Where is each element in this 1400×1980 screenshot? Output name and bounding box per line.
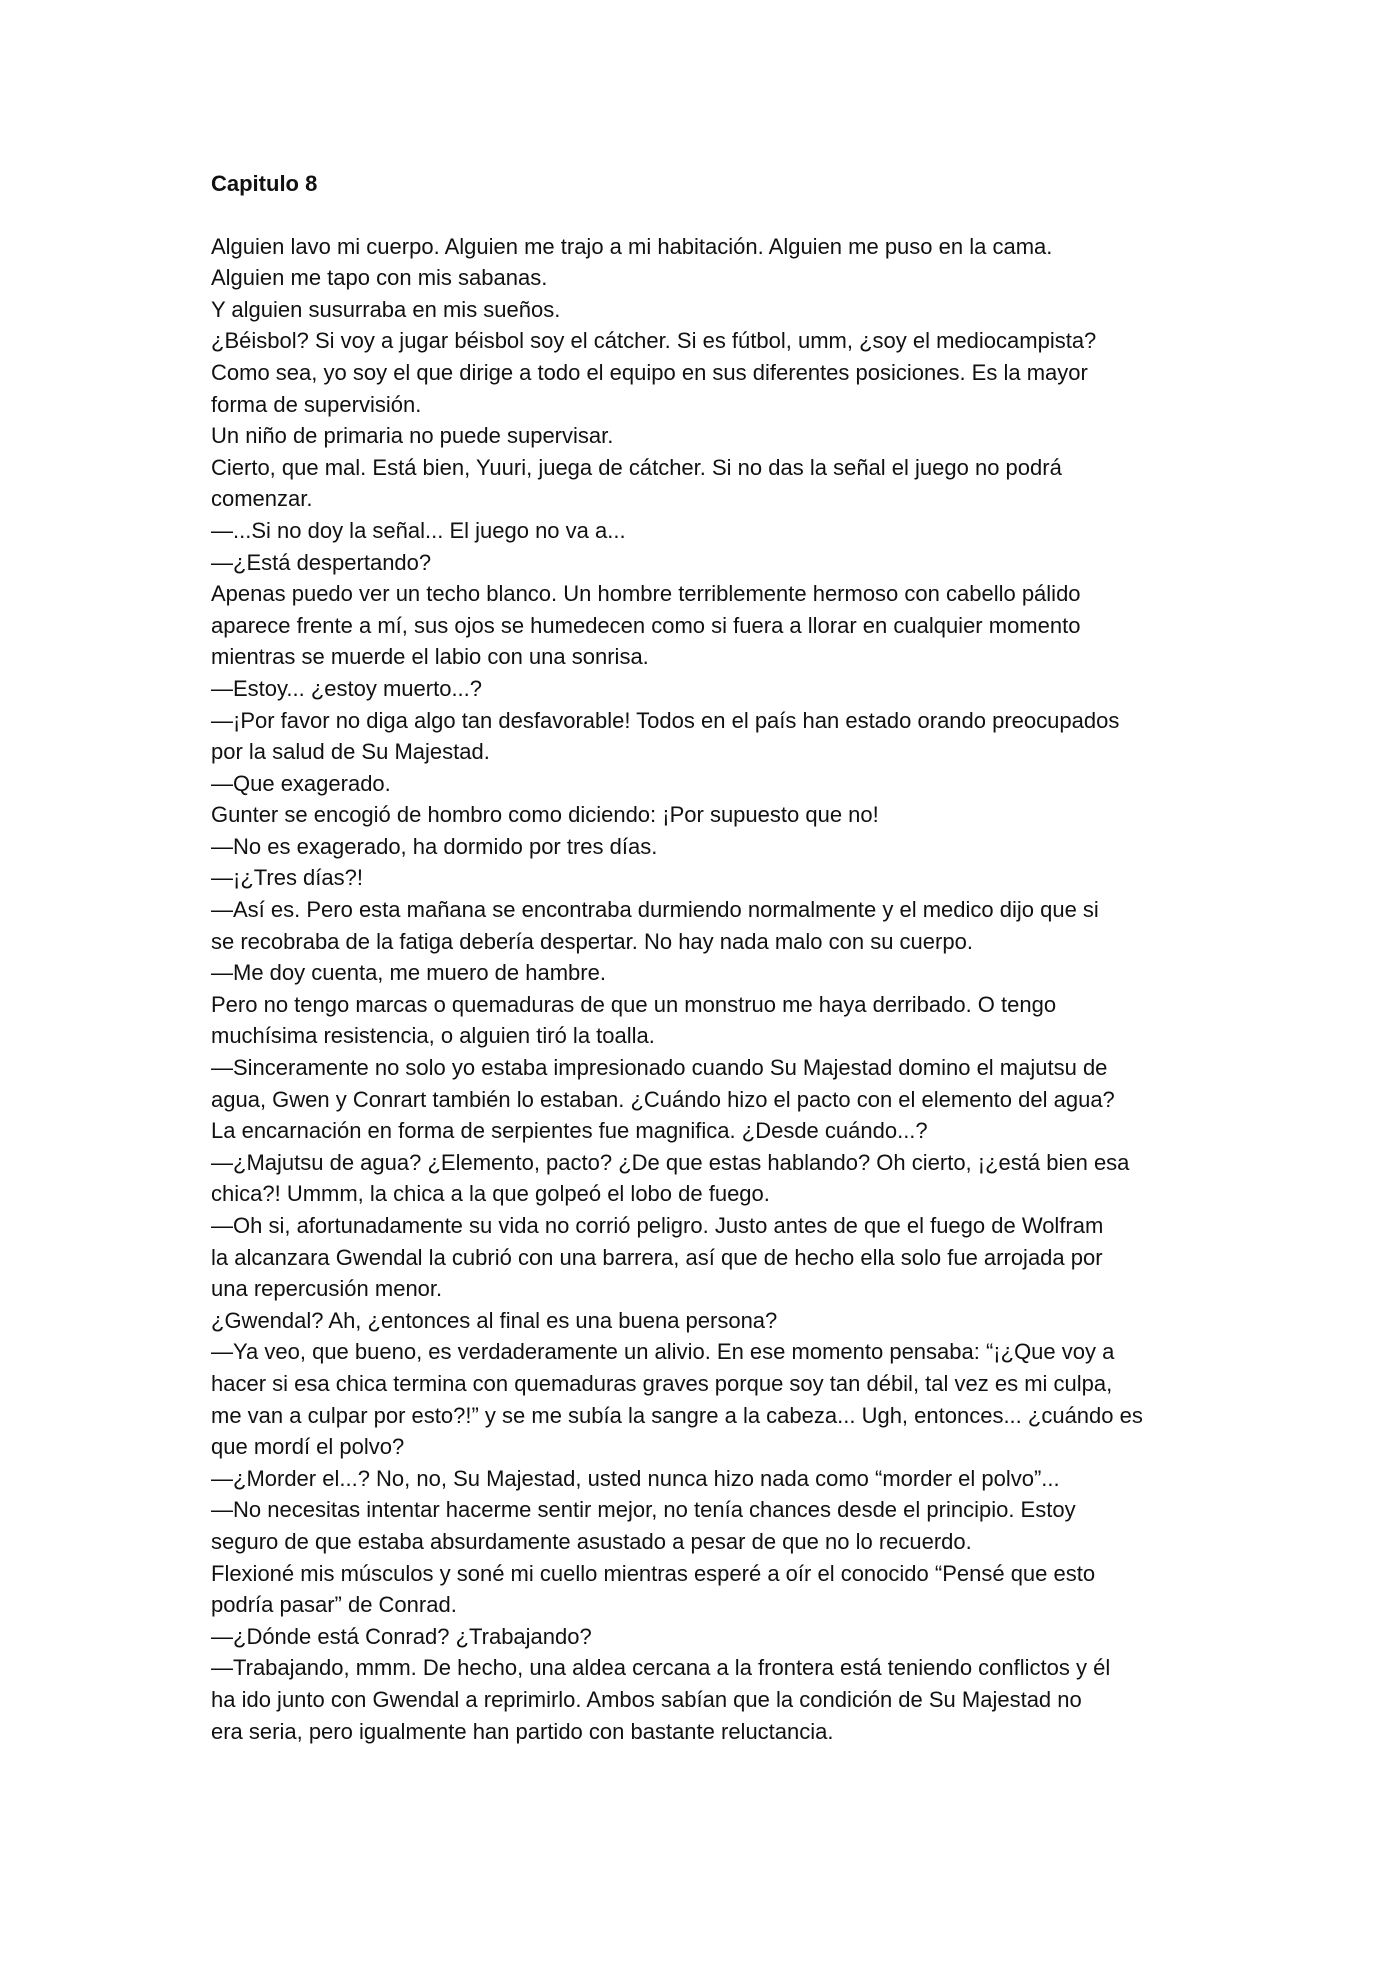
text-line: —...Si no doy la señal... El juego no va a... [211,517,626,543]
text-line: —¿Está despertando? [211,549,432,575]
text-line: era seria, pero igualmente han partido con bastante reluctancia. [211,1718,834,1744]
text-line: —¿Majutsu de agua? ¿Elemento, pacto? ¿De que estas hablando? Oh cierto, ¡¿está bien esa [211,1149,1130,1175]
text-line: —No es exagerado, ha dormido por tres días. [211,833,658,859]
text-line: ¿Gwendal? Ah, ¿entonces al final es una buena persona? [211,1307,778,1333]
text-line: —Sinceramente no solo yo estaba impresionado cuando Su Majestad domino el majutsu de [211,1055,1108,1081]
text-line: —¡Por favor no diga algo tan desfavorable! Todos en el país han estado orando preocupados [211,707,1120,733]
text-line: Apenas puedo ver un techo blanco. Un hombre terriblemente hermoso con cabello pálido [211,581,1081,607]
text-line: —Me doy cuenta, me muero de hambre. [211,960,606,986]
text-line: —Así es. Pero esta mañana se encontraba durmiendo normalmente y el medico dijo que si [211,897,1099,923]
text-line: —No necesitas intentar hacerme sentir mejor, no tenía chances desde el principio. Estoy [211,1497,1076,1523]
text-line: Alguien me tapo con mis sabanas. [211,265,548,291]
text-line: Cierto, que mal. Está bien, Yuuri, juega de cátcher. Si no das la señal el juego no podrá [211,454,1062,480]
chapter-body [211,231,1211,1748]
text-line: —¿Dónde está Conrad? ¿Trabajando? [211,1623,592,1649]
text-line: hacer si esa chica termina con quemaduras graves porque soy tan débil, tal vez es mi culpa, [211,1370,1113,1396]
text-line: ¿Béisbol? Si voy a jugar béisbol soy el cátcher. Si es fútbol, umm, ¿soy el mediocampista? [211,328,1097,354]
text-line: Como sea, yo soy el que dirige a todo el equipo en sus diferentes posiciones. Es la mayor [211,359,1088,385]
text-line: —Que exagerado. [211,770,391,796]
text-line: comenzar. [211,486,313,512]
text-line: —¿Morder el...? No, no, Su Majestad, usted nunca hizo nada como “morder el polvo”... [211,1465,1060,1491]
text-line: mientras se muerde el labio con una sonrisa. [211,644,649,670]
text-line: Un niño de primaria no puede supervisar. [211,423,614,449]
text-line: la alcanzara Gwendal la cubrió con una barrera, así que de hecho ella solo fue arrojada por [211,1244,1103,1270]
text-line: que mordí el polvo? [211,1434,405,1460]
text-line: —¡¿Tres días?! [211,865,363,891]
text-line: me van a culpar por esto?!” y se me subía la sangre a la cabeza... Ugh, entonces... ¿cuándo es [211,1402,1143,1428]
text-line: ha ido junto con Gwendal a reprimirlo. Ambos sabían que la condición de Su Majestad no [211,1686,1082,1712]
text-line: —Estoy... ¿estoy muerto...? [211,675,483,701]
text-line: Pero no tengo marcas o quemaduras de que un monstruo me haya derribado. O tengo [211,991,1057,1017]
text-line: Y alguien susurraba en mis sueños. [211,296,561,322]
text-line: una repercusión menor. [211,1276,443,1302]
text-line: Gunter se encogió de hombro como diciendo: ¡Por supuesto que no! [211,802,879,828]
document-page [211,168,1211,1747]
text-line: —Trabajando, mmm. De hecho, una aldea cercana a la frontera está teniendo conflictos y él [211,1655,1111,1681]
text-line: por la salud de Su Majestad. [211,739,490,765]
text-line: podría pasar” de Conrad. [211,1592,457,1618]
text-line: aparece frente a mí, sus ojos se humedecen como si fuera a llorar en cualquier momento [211,612,1081,638]
text-line: se recobraba de la fatiga debería despertar. No hay nada malo con su cuerpo. [211,928,973,954]
text-line: Alguien lavo mi cuerpo. Alguien me trajo a mi habitación. Alguien me puso en la cama. [211,233,1053,259]
text-line: —Ya veo, que bueno, es verdaderamente un alivio. En ese momento pensaba: “¡¿Que voy a [211,1339,1115,1365]
chapter-title: Capitulo 8 [211,171,318,196]
text-line: muchísima resistencia, o alguien tiró la toalla. [211,1023,655,1049]
text-line: forma de supervisión. [211,391,422,417]
text-line: —Oh si, afortunadamente su vida no corrió peligro. Justo antes de que el fuego de Wolfram [211,1213,1104,1238]
text-line: Flexioné mis músculos y soné mi cuello mientras esperé a oír el conocido “Pensé que esto [211,1560,1096,1586]
text-line: chica?! Ummm, la chica a la que golpeó el lobo de fuego. [211,1181,770,1207]
text-line: La encarnación en forma de serpientes fue magnifica. ¿Desde cuándo...? [211,1118,928,1144]
text-line: seguro de que estaba absurdamente asustado a pesar de que no lo recuerdo. [211,1528,972,1554]
text-line: agua, Gwen y Conrart también lo estaban. ¿Cuándo hizo el pacto con el elemento del agua? [211,1086,1115,1112]
